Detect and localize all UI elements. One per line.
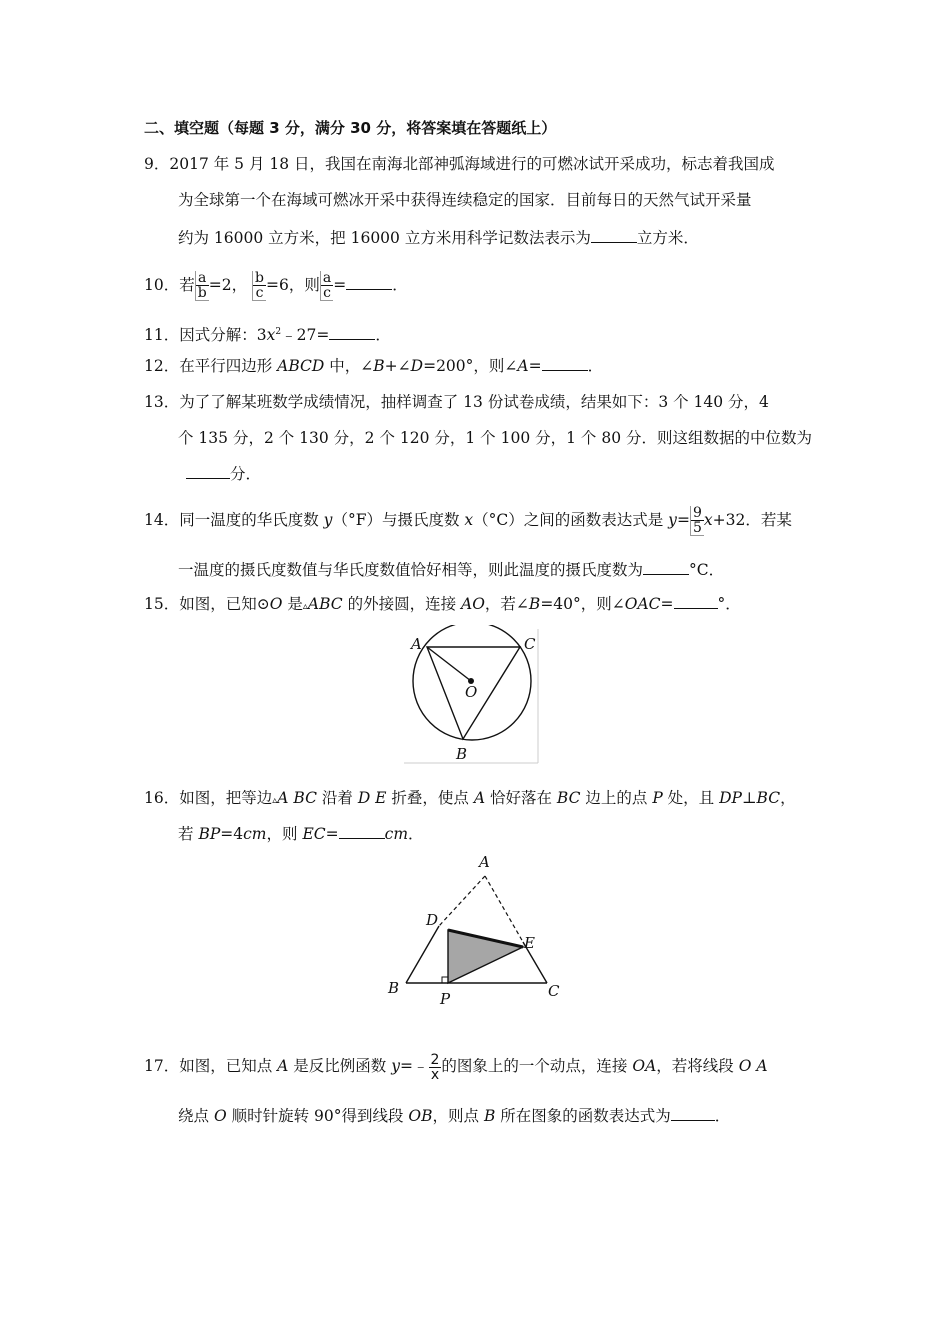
variable: A bbox=[473, 789, 486, 807]
q15-text: °． bbox=[717, 595, 741, 613]
q9-line3b: 立方米． bbox=[636, 229, 699, 247]
q13-line1: 为了了解某班数学成绩情况，抽样调查了 13 份试卷成绩，结果如下：3 个 140 分，4 bbox=[179, 393, 769, 411]
q17-text: 如图，已知点 bbox=[179, 1057, 278, 1075]
denominator: c bbox=[321, 285, 333, 300]
variable: A bbox=[517, 357, 529, 375]
variable: D bbox=[410, 357, 424, 375]
variable: P bbox=[652, 789, 663, 807]
q16-text: 若 bbox=[178, 825, 199, 843]
q13-line2: 个 135 分，2 个 130 分，2 个 120 分，1 个 100 分，1 个 80 分．则这组数据的中位数为 bbox=[178, 429, 812, 447]
question-number: 13． bbox=[144, 393, 180, 411]
q12-text: 在平行四边形 bbox=[179, 357, 278, 375]
answer-blank[interactable] bbox=[339, 837, 385, 839]
question-12 bbox=[144, 356, 603, 376]
q12-text: 中，∠ bbox=[324, 357, 374, 375]
q16-text: ， bbox=[780, 789, 796, 807]
q14-text: = bbox=[676, 511, 690, 529]
q17-text: 是反比例函数 bbox=[288, 1057, 392, 1075]
q16-text: 沿着 bbox=[316, 789, 358, 807]
question-number: 17． bbox=[144, 1057, 180, 1075]
q10-text: 若 bbox=[179, 276, 195, 294]
variable: O A bbox=[738, 1057, 768, 1075]
variable: B bbox=[483, 1107, 496, 1125]
q12-text: =200°，则∠ bbox=[423, 357, 518, 375]
numerator: b bbox=[255, 270, 264, 286]
answer-blank[interactable] bbox=[186, 477, 230, 479]
q15-text: 是 bbox=[282, 595, 303, 613]
denominator: c bbox=[253, 285, 266, 300]
numerator: 2 bbox=[430, 1051, 440, 1068]
q10-text: =2， bbox=[208, 276, 248, 294]
q11-text: ﹣27= bbox=[281, 326, 330, 345]
right-angle-mark bbox=[442, 977, 448, 983]
numerator: a bbox=[322, 270, 332, 286]
variable: x bbox=[703, 511, 713, 529]
variable: ABCD bbox=[277, 357, 325, 375]
variable: B bbox=[373, 357, 385, 375]
q16-text: ． bbox=[408, 825, 424, 843]
variable: BC bbox=[556, 789, 581, 807]
variable: AO bbox=[461, 595, 485, 613]
numerator: a bbox=[198, 270, 207, 286]
q15-text: = bbox=[660, 595, 674, 613]
answer-blank[interactable] bbox=[346, 288, 392, 290]
variable: D E bbox=[357, 789, 387, 807]
variable: y bbox=[323, 511, 333, 529]
q17-text: ，则点 bbox=[432, 1107, 484, 1125]
q12-text: +∠ bbox=[384, 357, 411, 375]
q15-text: 如图，已知⊙ bbox=[179, 595, 270, 613]
q13-line3: 分． bbox=[230, 465, 262, 483]
label-c: C bbox=[548, 982, 560, 1000]
dashed-segment-ae bbox=[485, 876, 523, 942]
variable: A bbox=[277, 1057, 289, 1075]
label-e: E bbox=[524, 934, 535, 952]
variable: x bbox=[266, 326, 276, 345]
q16-text: = bbox=[325, 825, 339, 843]
question-15 bbox=[144, 594, 741, 617]
q9-line2: 为全球第一个在海域可燃冰开采中获得连续稳定的国家．目前每日的天然气试开采量 bbox=[178, 191, 752, 209]
variable: DP bbox=[719, 789, 742, 807]
fraction-2-over-x bbox=[429, 1053, 442, 1082]
q15-text: =40°，则∠ bbox=[540, 595, 625, 613]
q16-text: =4 bbox=[220, 825, 244, 843]
unit: cm bbox=[243, 825, 267, 843]
question-number: 11． bbox=[144, 326, 180, 345]
triangle-symbol: ▵ bbox=[302, 601, 308, 612]
q14-text: +32．若某 bbox=[712, 511, 792, 529]
question-number: 9． bbox=[144, 155, 170, 173]
numerator: 9 bbox=[692, 505, 702, 521]
variable: O bbox=[269, 595, 283, 613]
answer-blank[interactable] bbox=[643, 573, 689, 575]
q17-text: 的图象上的一个动点，连接 bbox=[441, 1057, 633, 1075]
fraction-9-over-5 bbox=[690, 506, 704, 536]
question-number: 10． bbox=[144, 276, 180, 294]
question-11 bbox=[144, 322, 391, 345]
q15-text: ，若∠ bbox=[484, 595, 529, 613]
answer-blank[interactable] bbox=[671, 1119, 715, 1121]
q10-text: ． bbox=[392, 276, 408, 294]
question-number: 12． bbox=[144, 357, 180, 375]
variable: BC bbox=[756, 789, 781, 807]
q11-text: 因式分解：3 bbox=[179, 326, 267, 345]
q12-text: ． bbox=[587, 357, 604, 375]
variable: BP bbox=[198, 825, 221, 843]
variable: y bbox=[668, 511, 677, 529]
unit: cm bbox=[384, 825, 409, 843]
q16-text: 边上的点 bbox=[580, 789, 653, 807]
question-number: 15． bbox=[144, 595, 180, 613]
denominator: 5 bbox=[692, 520, 702, 536]
question-10 bbox=[144, 270, 408, 301]
label-a: A bbox=[411, 635, 422, 653]
answer-blank[interactable] bbox=[674, 607, 718, 609]
q16-text: ⊥ bbox=[741, 789, 757, 807]
label-p: P bbox=[440, 990, 451, 1008]
fraction-b-over-c bbox=[252, 271, 266, 301]
q14-text: 同一温度的华氏度数 bbox=[179, 511, 324, 529]
q16-text: 如图，把等边 bbox=[179, 789, 273, 807]
q17-text: 绕点 bbox=[178, 1107, 214, 1125]
dashed-segment-ad bbox=[439, 876, 485, 926]
denominator: x bbox=[429, 1067, 442, 1082]
variable: x bbox=[464, 511, 474, 529]
answer-blank[interactable] bbox=[591, 241, 637, 243]
q17-text: =﹣ bbox=[400, 1057, 429, 1075]
label-o: O bbox=[465, 683, 478, 701]
label-b: B bbox=[388, 979, 400, 997]
variable: OA bbox=[632, 1057, 657, 1075]
label-a: A bbox=[479, 853, 490, 871]
q17-text: 所在图象的函数表达式为 bbox=[495, 1107, 671, 1125]
q14-text: °C． bbox=[689, 561, 725, 579]
q12-text: = bbox=[528, 357, 542, 375]
q16-text: 折叠，使点 bbox=[386, 789, 474, 807]
q17-text: ，若将线段 bbox=[656, 1057, 739, 1075]
label-d: D bbox=[426, 911, 439, 929]
variable: OAC bbox=[624, 595, 661, 613]
segment-db bbox=[406, 926, 439, 983]
fraction-a-over-c bbox=[320, 271, 333, 301]
q17-text: 顺时针旋转 90°得到线段 bbox=[226, 1107, 409, 1125]
fraction-a-over-b bbox=[195, 271, 209, 301]
q16-text: 处，且 bbox=[662, 789, 720, 807]
question-number: 14． bbox=[144, 511, 180, 529]
q17-text: ． bbox=[714, 1107, 731, 1125]
variable: A BC bbox=[277, 789, 317, 807]
label-c: C bbox=[524, 635, 536, 653]
q10-text: = bbox=[333, 276, 347, 294]
exponent: 2 bbox=[275, 327, 282, 337]
variable: B bbox=[528, 595, 541, 613]
figure-15-circumcircle bbox=[400, 625, 545, 767]
denominator: b bbox=[197, 285, 207, 301]
q16-text: ，则 bbox=[266, 825, 303, 843]
variable: OB bbox=[408, 1107, 433, 1125]
q14-text: （°F）与摄氏度数 bbox=[332, 511, 465, 529]
answer-blank[interactable] bbox=[542, 369, 588, 371]
answer-blank[interactable] bbox=[329, 338, 375, 340]
q10-text: =6，则 bbox=[265, 276, 320, 294]
q11-text: ． bbox=[375, 326, 391, 345]
q14-text: （°C）之间的函数表达式是 bbox=[473, 511, 669, 529]
figure-16-folded-triangle bbox=[384, 850, 564, 1010]
variable: y bbox=[391, 1057, 400, 1075]
q9-line3a: 约为 16000 立方米，把 16000 立方米用科学记数法表示为 bbox=[178, 229, 591, 247]
q9-line1: 2017 年 5 月 18 日，我国在南海北部神弧海域进行的可燃冰试开采成功，标志着我国成 bbox=[169, 155, 775, 173]
q15-text: 的外接圆，连接 bbox=[342, 595, 462, 613]
section-title: 二、填空题（每题 3 分，满分 30 分，将答案填在答题纸上） bbox=[144, 119, 557, 137]
triangle-symbol: ▵ bbox=[272, 795, 278, 806]
q14-line2: 一温度的摄氏度数值与华氏度数值恰好相等，则此温度的摄氏度数为 bbox=[178, 561, 644, 579]
variable: O bbox=[213, 1107, 227, 1125]
question-number: 16． bbox=[144, 789, 180, 807]
label-b: B bbox=[456, 745, 468, 763]
q16-text: 恰好落在 bbox=[485, 789, 557, 807]
variable: ABC bbox=[307, 595, 343, 613]
variable: EC bbox=[302, 825, 326, 843]
